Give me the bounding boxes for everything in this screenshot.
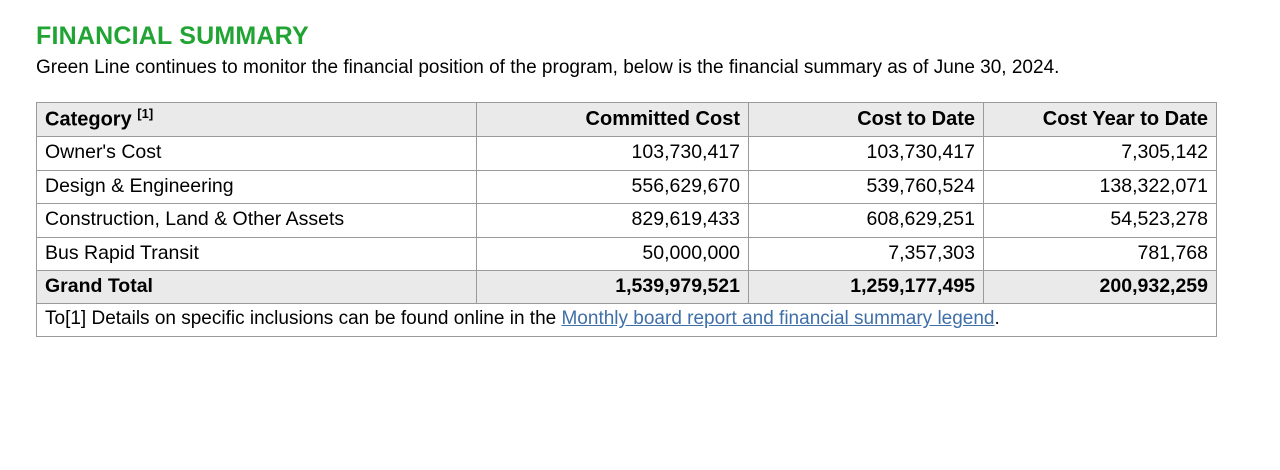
table-footnote bbox=[37, 304, 1217, 337]
row-committed-cost: 50,000,000 bbox=[477, 237, 749, 270]
row-category: Design & Engineering bbox=[37, 170, 477, 203]
table-row bbox=[37, 137, 1217, 170]
row-category: Owner's Cost bbox=[37, 137, 477, 170]
row-cost-year-to-date: 54,523,278 bbox=[984, 204, 1217, 237]
column-header-cost-year-to-date: Cost Year to Date bbox=[984, 102, 1217, 137]
table-row-grand-total bbox=[37, 270, 1217, 303]
total-cost-year-to-date: 200,932,259 bbox=[984, 270, 1217, 303]
category-footnote-marker: [1] bbox=[137, 105, 154, 121]
footnote-text-prefix: To[1] Details on specific inclusions can be found online in the bbox=[45, 308, 562, 330]
column-header-category bbox=[37, 102, 477, 137]
column-header-cost-to-date: Cost to Date bbox=[749, 102, 984, 137]
table-row bbox=[37, 237, 1217, 270]
total-label: Grand Total bbox=[37, 270, 477, 303]
row-cost-year-to-date: 781,768 bbox=[984, 237, 1217, 270]
row-category: Bus Rapid Transit bbox=[37, 237, 477, 270]
footnote-text-suffix: . bbox=[994, 308, 1000, 330]
table-header bbox=[37, 102, 1217, 137]
row-category: Construction, Land & Other Assets bbox=[37, 204, 477, 237]
row-cost-to-date: 539,760,524 bbox=[749, 170, 984, 203]
financial-summary-table bbox=[36, 102, 1217, 337]
row-cost-to-date: 608,629,251 bbox=[749, 204, 984, 237]
page-title: FINANCIAL SUMMARY bbox=[36, 22, 309, 50]
row-committed-cost: 556,629,670 bbox=[477, 170, 749, 203]
row-cost-to-date: 103,730,417 bbox=[749, 137, 984, 170]
total-cost-to-date: 1,259,177,495 bbox=[749, 270, 984, 303]
table-footnote-row bbox=[37, 304, 1217, 337]
intro-paragraph: Green Line continues to monitor the financial position of the program, below is the financial summary as of June 30, 2024. bbox=[36, 56, 1060, 78]
total-committed-cost: 1,539,979,521 bbox=[477, 270, 749, 303]
column-header-category-label: Category bbox=[45, 108, 132, 131]
table-header-row bbox=[37, 102, 1217, 137]
row-cost-year-to-date: 7,305,142 bbox=[984, 137, 1217, 170]
table-row bbox=[37, 204, 1217, 237]
table-row bbox=[37, 170, 1217, 203]
row-committed-cost: 829,619,433 bbox=[477, 204, 749, 237]
row-committed-cost: 103,730,417 bbox=[477, 137, 749, 170]
table-body bbox=[37, 137, 1217, 336]
row-cost-year-to-date: 138,322,071 bbox=[984, 170, 1217, 203]
footnote-link[interactable]: Monthly board report and financial summary legend bbox=[561, 308, 995, 330]
column-header-committed-cost: Committed Cost bbox=[477, 102, 749, 137]
row-cost-to-date: 7,357,303 bbox=[749, 237, 984, 270]
